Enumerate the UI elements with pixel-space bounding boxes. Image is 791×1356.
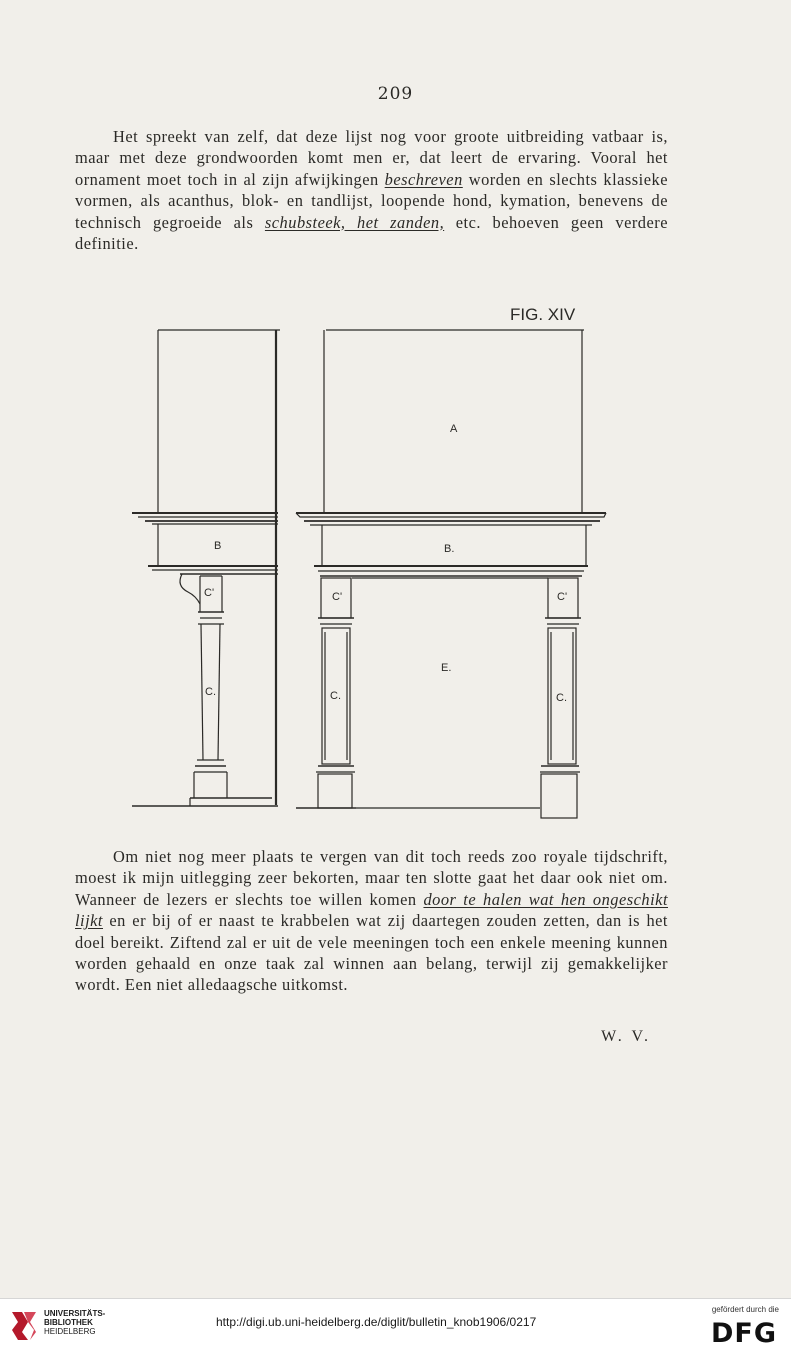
label-b-left: B bbox=[214, 540, 222, 552]
figure-title: FIG. XIV bbox=[510, 305, 576, 324]
paragraph-closing-text-2: en er bij of er naast te krabbelen wat zij daartegen zouden zetten, dan is het doel bereikt. Ziftend zal er uit de vele meeningen toch een enkele meening kunnen worden gehaald en onze taak zal winnen aan belang, terwijl zij gemakkelijker wordt. Een niet alledaagsche uitkomst. bbox=[75, 911, 668, 995]
label-c-right: C. bbox=[556, 692, 567, 704]
paragraph-intro-text-3: etc. behoeven geen verdere definitie. bbox=[75, 212, 669, 254]
library-line-1: UNIVERSITÄTS- bbox=[44, 1309, 106, 1318]
label-c1-right: C' bbox=[557, 591, 568, 603]
page-number: 209 bbox=[377, 84, 414, 104]
label-c1-mid: C' bbox=[332, 591, 343, 603]
university-library-name bbox=[44, 1309, 105, 1336]
paragraph-intro-text-2: worden en slechts klassieke vormen, als acanthus, blok- en tandlijst, loopende hond, kymation, benevens de technisch gegroeide als bbox=[75, 169, 668, 232]
paragraph-closing-italic-1: door te halen wat hen ongeschikt lijkt bbox=[75, 889, 668, 931]
library-line-3: HEIDELBERG bbox=[44, 1327, 96, 1336]
label-c1-left: C' bbox=[204, 587, 215, 599]
paragraph-intro-italic-1: beschreven bbox=[384, 169, 463, 189]
university-library-logo-icon bbox=[8, 1308, 40, 1344]
paragraph-closing-text-1: Om niet nog meer plaats te vergen van dit toch reeds zoo royale tijdschrift, moest ik mijn uitlegging zeer bekorten, maar ten slotte gaat het daar ook niet om. Wanneer de lezers er slechts toe willen komen bbox=[75, 847, 668, 909]
paragraph-intro-text-1: Het spreekt van zelf, dat deze lijst nog voor groote uitbreiding vatbaar is, maar met deze grondwoorden komt men er, dat leert de ervaring. Vooral het ornament moet toch in al zijn afwijkingen bbox=[75, 127, 668, 189]
label-c-left: C. bbox=[205, 686, 216, 698]
label-b-right: B. bbox=[444, 543, 455, 555]
permalink-url[interactable]: http://digi.ub.uni-heidelberg.de/diglit/bulletin_knob1906/0217 bbox=[216, 1315, 537, 1329]
paragraph-intro-italic-2: schubsteek, het zanden, bbox=[264, 212, 445, 232]
library-line-2: BIBLIOTHEK bbox=[44, 1318, 93, 1327]
label-e: E. bbox=[441, 662, 452, 674]
signature: W. V. bbox=[601, 1028, 651, 1045]
label-a: A bbox=[450, 423, 458, 435]
funded-by-text: gefördert durch die bbox=[711, 1305, 779, 1314]
left-elevation bbox=[132, 330, 280, 806]
dfg-logo[interactable]: DFG bbox=[710, 1318, 777, 1349]
label-c-mid: C. bbox=[330, 690, 341, 702]
paragraph-intro bbox=[75, 126, 668, 254]
front-elevation bbox=[296, 330, 606, 818]
viewer-footer bbox=[0, 1298, 791, 1356]
paragraph-closing bbox=[75, 846, 668, 996]
